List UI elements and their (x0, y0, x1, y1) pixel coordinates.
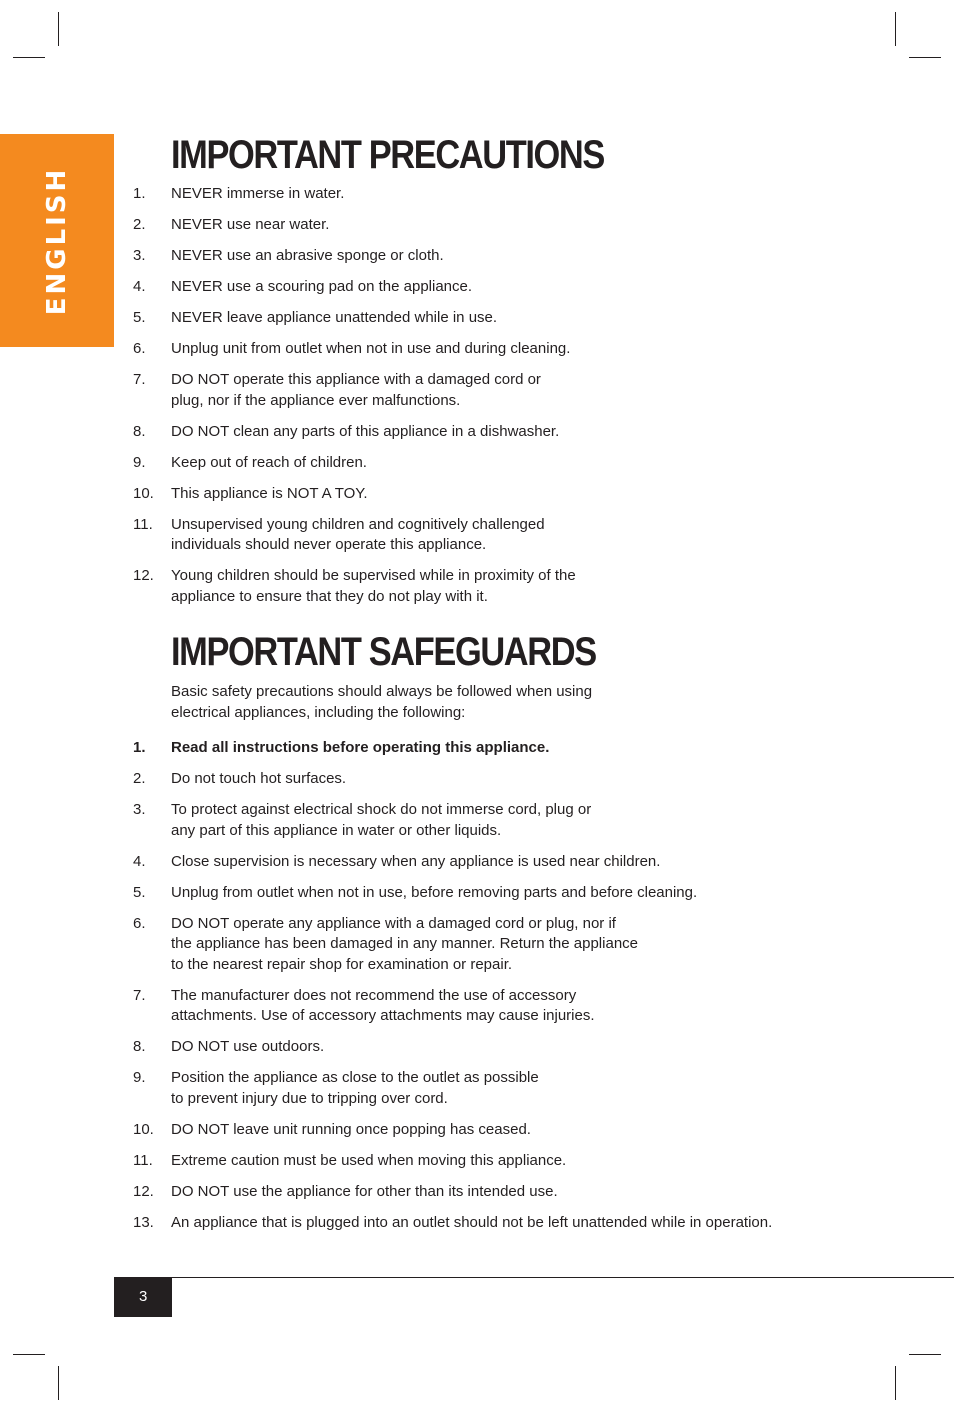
list-item (133, 1120, 833, 1141)
list-item-text: DO NOT clean any parts of this appliance in a dishwasher. (171, 422, 560, 440)
list-item-number: 10. (133, 1120, 154, 1138)
list-item (133, 1151, 833, 1172)
list-item (133, 422, 833, 443)
language-tab-label: ENGLISH (42, 166, 72, 315)
crop-mark (58, 12, 59, 46)
list-item-number: 10. (133, 484, 154, 502)
list-item-number: 3. (133, 247, 146, 264)
list-item-text: Unplug unit from outlet when not in use and during cleaning. (171, 340, 571, 357)
list-item-number: 9. (133, 453, 146, 471)
list-item-number: 13. (133, 1213, 154, 1231)
list-item (133, 883, 833, 904)
list-item-text: An appliance that is plugged into an outlet should not be left unattended while in operation. (171, 1213, 773, 1231)
list-item-text: Young children should be supervised while in proximity of the appliance to ensure that they do not play with it. (171, 567, 576, 605)
list-item (133, 339, 833, 360)
list-item-number: 8. (133, 422, 146, 440)
list-item (133, 453, 833, 474)
crop-mark (909, 57, 941, 58)
list-item-number: 5. (133, 309, 146, 326)
list-item-number: 1. (133, 739, 146, 756)
list-item-text: Unplug from outlet when not in use, before removing parts and before cleaning. (171, 883, 698, 901)
list-item (133, 738, 833, 759)
crop-mark (13, 1354, 45, 1355)
crop-mark (895, 12, 896, 46)
list-item-number: 12. (133, 567, 154, 584)
list-item (133, 566, 833, 607)
page-number: 3 (139, 1288, 148, 1305)
list-item-number: 4. (133, 852, 146, 870)
language-tab (0, 134, 114, 347)
list-item-number: 7. (133, 986, 146, 1004)
list-item-number: 11. (133, 1151, 153, 1169)
list-item (133, 800, 833, 841)
list-item-text: DO NOT use outdoors. (171, 1038, 325, 1055)
list-item-number: 9. (133, 1069, 146, 1086)
list-item-text: NEVER immerse in water. (171, 185, 345, 202)
list-item-text: The manufacturer does not recommend the use of accessory attachments. Use of accessory attachments may cause injuries. (171, 986, 595, 1024)
list-item-number: 2. (133, 770, 146, 787)
list-item-number: 12. (133, 1182, 154, 1200)
crop-mark (909, 1354, 941, 1355)
crop-mark (58, 1366, 59, 1400)
list-item-text: Read all instructions before operating this appliance. (171, 739, 550, 756)
list-item (133, 277, 833, 298)
list-item-number: 4. (133, 278, 146, 295)
list-item-text: DO NOT leave unit running once popping has ceased. (171, 1120, 531, 1138)
list-item (133, 215, 833, 236)
list-item-text: This appliance is NOT A TOY. (171, 484, 368, 502)
list-item (133, 769, 833, 790)
list-item (133, 1068, 833, 1109)
list-item-text: Do not touch hot surfaces. (171, 770, 347, 787)
list-item (133, 484, 833, 505)
list-item (133, 1037, 833, 1058)
list-item-text: NEVER leave appliance unattended while in use. (171, 309, 498, 326)
list-item (133, 246, 833, 267)
precautions-title: IMPORTANT PRECAUTIONS (171, 133, 604, 177)
list-item-number: 2. (133, 216, 146, 233)
list-item-number: 7. (133, 371, 146, 388)
list-item (133, 986, 833, 1027)
list-item-text: Unsupervised young children and cognitively challenged individuals should never operate this appliance. (171, 515, 545, 553)
list-item (133, 370, 833, 411)
list-item (133, 184, 833, 205)
list-item (133, 308, 833, 329)
list-item-number: 3. (133, 801, 146, 818)
safeguards-intro: Basic safety precautions should always be followed when using electrical appliances, including the following: (171, 683, 593, 721)
list-item-number: 1. (133, 185, 146, 202)
list-item-text: DO NOT operate this appliance with a damaged cord or plug, nor if the appliance ever malfunctions. (171, 371, 541, 409)
list-item-text: NEVER use near water. (171, 216, 330, 233)
list-item-text: Position the appliance as close to the outlet as possible to prevent injury due to tripping over cord. (171, 1069, 539, 1107)
list-item (133, 515, 833, 556)
list-item-text: DO NOT operate any appliance with a damaged cord or plug, nor if the appliance has been damaged in any manner. Return the appliance to the nearest repair shop for examination or repair. (171, 914, 638, 973)
crop-mark (13, 57, 45, 58)
list-item-text: Keep out of reach of children. (171, 453, 367, 471)
list-item-number: 8. (133, 1038, 146, 1055)
list-item (133, 852, 833, 873)
list-item (133, 914, 833, 976)
list-item (133, 1182, 833, 1203)
list-item-number: 6. (133, 914, 146, 932)
list-item-text: To protect against electrical shock do not immerse cord, plug or any part of this appliance in water or other liquids. (171, 801, 592, 839)
list-item-number: 11. (133, 515, 153, 533)
list-item-text: Close supervision is necessary when any appliance is used near children. (171, 852, 661, 870)
list-item-number: 6. (133, 340, 146, 357)
safeguards-list (133, 738, 833, 1244)
list-item (133, 1213, 833, 1234)
list-item-text: NEVER use an abrasive sponge or cloth. (171, 247, 444, 264)
list-item-number: 5. (133, 883, 146, 901)
precautions-list (133, 184, 833, 618)
page-number-box (114, 1278, 172, 1317)
footer-rule (114, 1277, 954, 1278)
safeguards-title: IMPORTANT SAFEGUARDS (171, 630, 596, 674)
list-item-text: Extreme caution must be used when moving this appliance. (171, 1151, 567, 1169)
list-item-text: DO NOT use the appliance for other than its intended use. (171, 1182, 558, 1200)
crop-mark (895, 1366, 896, 1400)
list-item-text: NEVER use a scouring pad on the appliance. (171, 278, 473, 295)
